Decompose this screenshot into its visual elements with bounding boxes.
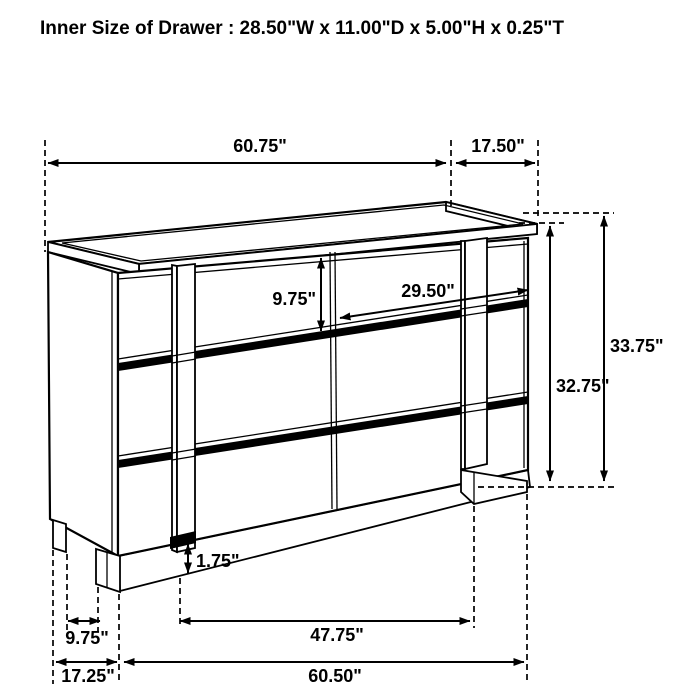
left-back-foot — [53, 520, 66, 552]
label-base-rail-height: 1.75" — [196, 551, 240, 571]
page-title: Inner Size of Drawer : 28.50"W x 11.00"D x 5.00"H x 0.25"T — [40, 18, 564, 39]
left-front-foot — [96, 549, 120, 592]
label-case-height: 32.75" — [556, 376, 610, 396]
left-batten-front — [177, 264, 195, 552]
label-overall-height: 33.75" — [610, 336, 664, 356]
label-top-depth: 17.50" — [471, 136, 525, 156]
label-drawer-width: 29.50" — [401, 281, 455, 301]
label-leg-gap-depth: 9.75" — [65, 628, 109, 648]
label-base-width: 60.50" — [308, 666, 362, 686]
dresser-drawing — [48, 202, 537, 592]
label-base-depth: 17.25" — [61, 666, 115, 686]
label-front-feet-span: 47.75" — [310, 625, 364, 645]
label-drawer-front-height: 9.75" — [272, 289, 316, 309]
label-top-width: 60.75" — [233, 136, 287, 156]
side-panel — [48, 252, 118, 556]
right-batten-front — [465, 238, 487, 469]
